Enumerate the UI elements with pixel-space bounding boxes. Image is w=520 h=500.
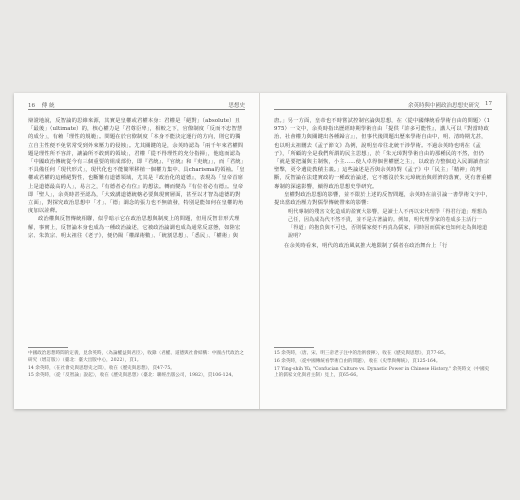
- left-header-section: 思想史: [228, 103, 245, 109]
- left-page-header: [28, 101, 55, 109]
- right-body-text: [274, 117, 492, 250]
- right-page-header: [408, 101, 480, 109]
- left-footnote: 15 余英時，〈從「反智論」說起〉，收在《歷史與思想》（臺北：聯經出版公司，1982），頁106-124。: [28, 373, 237, 379]
- left-paragraph-2: 政治權與反智傳統相聯，似乎暗示它在政治思想與制度上的問題，但用反智非形式理解，事實上，反智論本身也成為一種政治論述，它被政治論調也成為通常反意態，如陸宏宗、朱敦宗、明太祖往《老子》，便仍陽「權謀術數」、「統割思想」、「悉民」、「權術」與: [28, 216, 241, 239]
- left-footnote-rule: [28, 347, 68, 348]
- left-body-text: [28, 117, 246, 240]
- left-page: [14, 93, 260, 409]
- right-footnote: 15 余英時，〈唐、宋、明三帝老子注中的治術發揮〉，收在《歷史與思想》，頁77-85。: [274, 351, 449, 356]
- right-paragraph-3: 在余英時看來，明代的政治風氣推大地限制了儒者在政治舞台上「行: [284, 243, 448, 250]
- left-page-number: 16: [28, 103, 35, 109]
- left-footnotes: [28, 351, 246, 381]
- left-header-rule: [28, 109, 245, 110]
- right-footnote: 17 Ying-shih Yü, "Confucian Culture vs. Dynastic Power in Chinese History," 余英時文（中國史上的儒家文化與君主制）見上，頁65-66。: [274, 366, 490, 379]
- right-paragraph-2: 皇權對政治思想的影響，並不限於上述的反智問題，余英時在前引論一書學術文字中，提出當政治壓力對儒學傳統帶來的影響：: [274, 191, 491, 207]
- right-footnotes: [274, 351, 492, 381]
- right-page-number: 17: [485, 101, 492, 107]
- right-page: [260, 93, 506, 409]
- block-quote: 明代專制的殘害文化造成的盈實大影響，是讀士人不再以宋代理學「得君行道」理想為己任，因為成為代不然不貴，並不是古著論的。例如，明代理學家的卷成多主活行一「得道」的抱負與不可也，否則儒家便不再真為儒家，同時因而儒家也知何走為與地道說明？: [288, 209, 488, 240]
- left-paragraph-1: 辯證地說，反智論的思維來源，其實是皇權或君權本身：君權是「絕對」（absolute）且「最後」（ultimate）的，核心權力是「君尊臣卑」，相較之下，官僚制度「反而不忠智慧的成分」，有賴「理性的規範」。問題在於官僚制度「本身不能決定運行的方向，則它的獨立自主性便不免常常受到外來壓力的侵蝕」。尤其關鍵的是，余英時認為「兩千年來君權問題是理性所不容許，讓論所不敢到的領域」，君權「從不得理性的充分指揮」，他進而認為「中國政治傳統從今有三個重要的組成部份，即『君統』、『官統』和『吏統』」，而「君統」不具備任何「現代形式」，現代化也不能簡單移植一個權力集中、具charisma的領袖。「皇權或君權的這種絕對性，也斷難有道德領域，尤其是『政治化的道德』，表現為「皇帝首席上是道德最高的人」，易言之，『有德者必有位』的想法。轉而變為『有位者必有德』。皇帝即「聖人」，余英時甚至認為，「大致講道德統轄必要與現實層面，甚至以才智為道德的對立面」，對探究政治思想中「才」、「德」調念的張力也不無啟發，特別是能如何在皇權的角度加以詮釋。: [28, 118, 245, 215]
- book-spread: [14, 93, 506, 409]
- right-footnote-rule: [274, 347, 314, 348]
- right-header-rule: [274, 109, 492, 110]
- left-footnote: 14 余英時，〈在社會史與思想史之間〉，收在《歷史與思想》，頁47-75。: [28, 365, 175, 371]
- left-journal-title: 傳 統: [41, 103, 55, 109]
- right-paragraph-1: 唐。」另一方面，皇帝也不時嘗試控制官論與思想，在〈從中國傳統看學術自由的問題〉（1975）一文中，余英時指出歷經時期學術自由「提供『許多可能性』，講人可以『對當時政治、社會權力與關鍵出各種歸言』」，但事代後問題出歷來學術自由中，明、清時期尤甚，也以明太祖刪去《孟子節文》為例，說明皇帝往北統干涉學術。不過余英時也明在《孟子》，「所顧的全是我們所謂的民主思想」，於「朱元璋對學術自由的那種民的不然，但仍「就是要把滿與主制恢，小主……使人卓得個世權歷之主」，以政治力整個迫入民調讀查宗聖擊，更令遺徒教積主義。」這些論述是否與余英時對《孟子》中「民主」「精神」的判斷，反智論在法建實政的一種政治論述，它不應沒於朱元璋統治與經濟的落實，更有著重權專制的深遠影響，續得政治思想史學研究。: [274, 118, 492, 190]
- right-header-title: 余英時與中國政治思想史研究: [408, 103, 480, 109]
- right-footnote: 16 余英時，〈從中國傳統看學術自由的問題〉，收在《史學與傳統》，頁125-164。: [274, 358, 441, 364]
- left-footnote: 中國政治思想時間的定義，見余英時，〈為論權益與君臣〉，收錄〈君權、道德與社會結構：中國古代政治之研究（增訂版）〉（臺北：臺大出版中心，2022），頁1。: [28, 351, 244, 363]
